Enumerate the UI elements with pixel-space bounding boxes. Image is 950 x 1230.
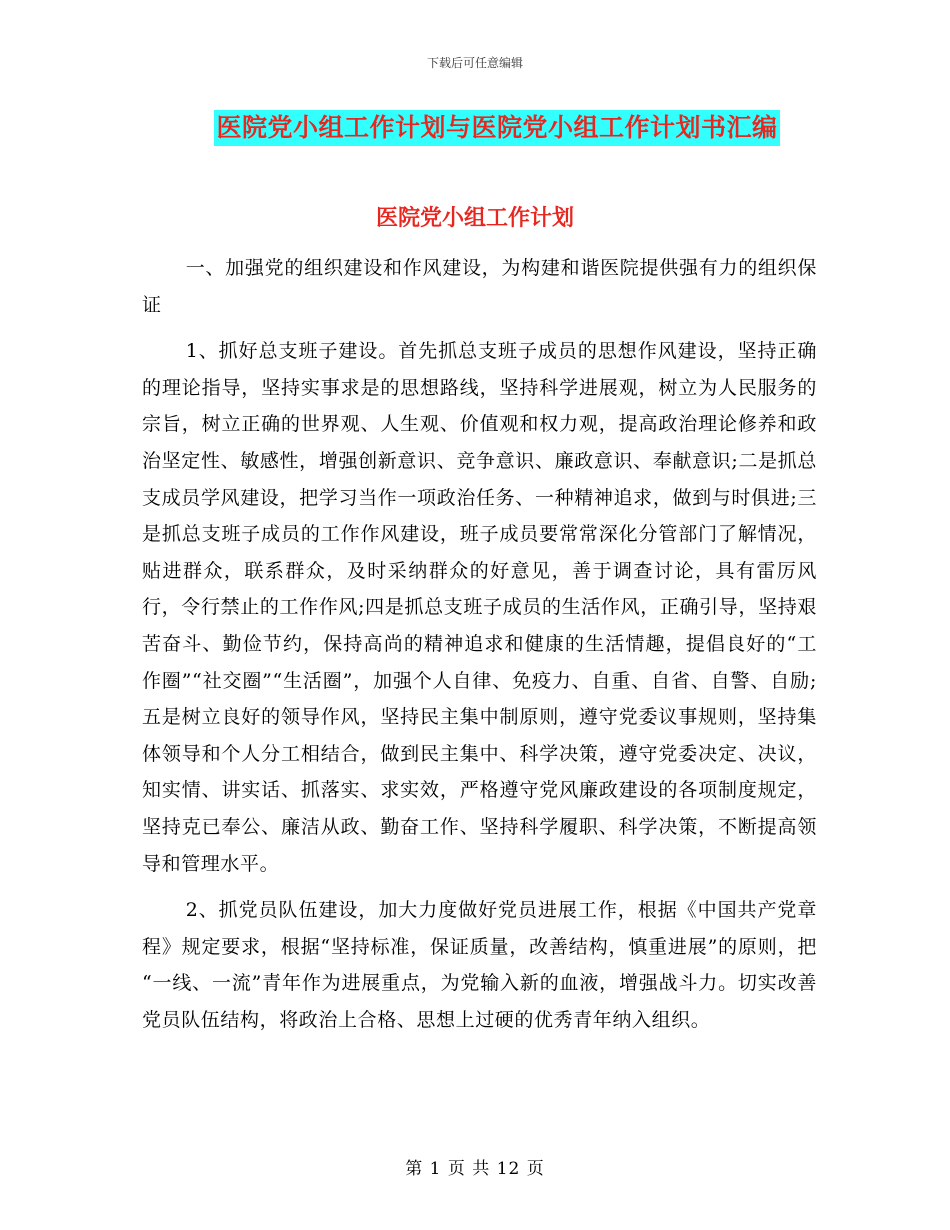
section-title: 医院党小组工作计划 (375, 205, 574, 231)
document-body (142, 220, 817, 1038)
page-number-footer: 第 1 页 共 12 页 (405, 1159, 545, 1179)
main-title-container (0, 110, 950, 146)
paragraph-2: 2、抓党员队伍建设，加大力度做好党员进展工作，根据《中国共产党章程》规定要求，根据“坚持标准，保证质量，改善结构，慎重进展”的原则，把 “一线、一流”青年作为进展重点，为党输入新的血液，增强战斗力。切实改善党员队伍结构，将政治上合格、思想上过硬的优秀青年纳入组织。 (142, 899, 817, 1031)
paragraph-1: 1、抓好总支班子建设。首先抓总支班子成员的思想作风建设，坚持正确的理论指导，坚持实事求是的思想路线，坚持科学进展观，树立为人民服务的宗旨，树立正确的世界观、人生观、价值观和权力观，提高政治理论修养和政治坚定性、敏感性，增强创新意识、竞争意识、廉政意识、奉献意识;二是抓总支成员学风建设，把学习当作一项政治任务、一种精神追求，做到与时俱进;三是抓总支班子成员的工作作风建设，班子成员要常常深化分管部门了解情况，贴进群众，联系群众，及时采纳群众的好意见，善于调查讨论，具有雷厉风行，令行禁止的工作作风;四是抓总支班子成员的生活作风，正确引导，坚持艰苦奋斗、勤俭节约，保持高尚的精神追求和健康的生活情趣，提倡良好的“工作圈”“社交圈”“生活圈”，加强个人自律、免疫力、自重、自省、自警、自励;五是树立良好的领导作风，坚持民主集中制原则，遵守党委议事规则，坚持集体领导和个人分工相结合，做到民主集中、科学决策，遵守党委决定、决议，知实情、讲实话、抓落实、求实效，严格遵守党风廉政建设的各项制度规定，坚持克已奉公、廉洁从政、勤奋工作、坚持科学履职、科学决策，不断提高领导和管理水平。 (142, 340, 817, 875)
header-note: 下载后可任意编辑 (426, 56, 523, 70)
main-title: 医院党小组工作计划与医院党小组工作计划书汇编 (214, 110, 779, 146)
paragraph-intro: 一、加强党的组织建设和作风建设，为构建和谐医院提供强有力的组织保证 (142, 257, 817, 316)
